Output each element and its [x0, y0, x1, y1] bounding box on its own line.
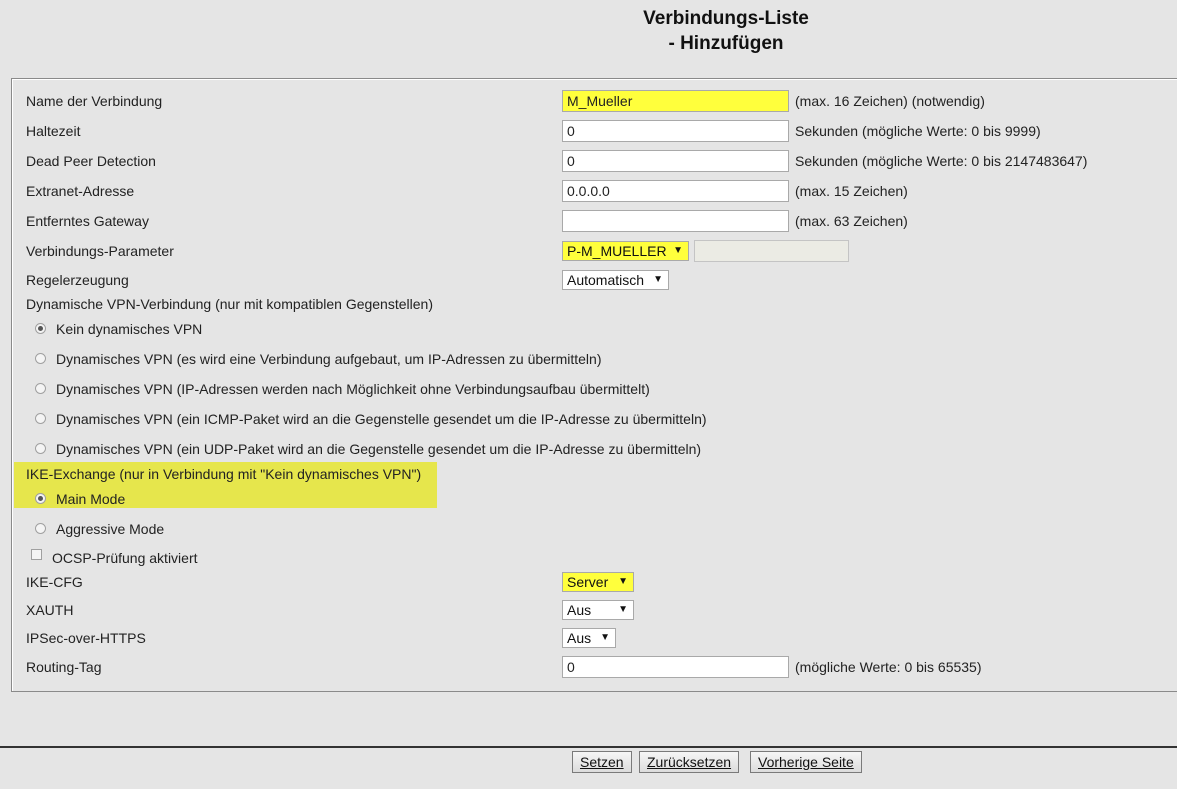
regel-select[interactable]: [562, 270, 669, 290]
back-button[interactable]: Vorherige Seite: [750, 751, 862, 773]
regel-label: Regelerzeugung: [26, 272, 129, 288]
parameter-extra-input: [694, 240, 849, 262]
dynvpn-radio-2[interactable]: [35, 383, 46, 394]
parameter-select-value: P-M_MUELLER: [567, 243, 667, 259]
ipsec-select-value: Aus: [567, 630, 592, 646]
parameter-select[interactable]: [562, 241, 689, 261]
ipsec-label: IPSec-over-HTTPS: [26, 630, 146, 646]
chevron-down-icon: ▼: [653, 274, 663, 285]
dynvpn-option-4: Dynamisches VPN (ein UDP-Paket wird an die Gegenstelle gesendet um die IP-Adresse zu übermitteln): [56, 441, 702, 457]
xauth-select[interactable]: [562, 600, 634, 620]
xauth-label: XAUTH: [26, 602, 74, 618]
gateway-label: Entferntes Gateway: [26, 213, 149, 229]
ike-option-main: Main Mode: [56, 491, 126, 507]
chevron-down-icon: ▼: [600, 632, 610, 643]
gateway-input[interactable]: [562, 210, 789, 232]
ike-option-aggressive: Aggressive Mode: [56, 521, 165, 537]
extranet-input[interactable]: [562, 180, 789, 202]
haltezeit-label: Haltezeit: [26, 123, 81, 139]
ikecfg-label: IKE-CFG: [26, 574, 83, 590]
chevron-down-icon: ▼: [618, 576, 628, 587]
footer-divider: [0, 746, 1177, 748]
dynvpn-radio-1[interactable]: [35, 353, 46, 364]
chevron-down-icon: ▼: [618, 604, 628, 615]
page-title-line2: - Hinzufügen: [668, 33, 784, 54]
routing-label: Routing-Tag: [26, 659, 102, 675]
extranet-label: Extranet-Adresse: [26, 183, 135, 199]
setzen-button[interactable]: Setzen: [572, 751, 632, 773]
ike-radio-main[interactable]: [35, 493, 46, 504]
ocsp-checkbox[interactable]: [31, 549, 42, 560]
dynvpn-option-1: Dynamisches VPN (es wird eine Verbindung aufgebaut, um IP-Adressen zu übermitteln): [56, 351, 602, 367]
name-label: Name der Verbindung: [26, 93, 163, 109]
dynvpn-option-0: Kein dynamisches VPN: [56, 321, 203, 337]
ikecfg-select-value: Server: [567, 574, 609, 590]
name-hint: (max. 16 Zeichen) (notwendig): [795, 93, 985, 109]
ipsec-select[interactable]: [562, 628, 616, 648]
regel-select-value: Automatisch: [567, 272, 645, 288]
haltezeit-hint: Sekunden (mögliche Werte: 0 bis 9999): [795, 123, 1041, 139]
chevron-down-icon: ▼: [673, 245, 683, 256]
routing-hint: (mögliche Werte: 0 bis 65535): [795, 659, 982, 675]
parameter-label: Verbindungs-Parameter: [26, 243, 174, 259]
reset-button[interactable]: Zurücksetzen: [639, 751, 739, 773]
ocsp-label: OCSP-Prüfung aktiviert: [52, 550, 198, 566]
dynvpn-radio-4[interactable]: [35, 443, 46, 454]
page-title-line1: Verbindungs-Liste: [643, 8, 809, 29]
dynvpn-option-3: Dynamisches VPN (ein ICMP-Paket wird an die Gegenstelle gesendet um die IP-Adresse zu übermitteln): [56, 411, 707, 427]
page-title: [0, 6, 1177, 56]
dpd-label: Dead Peer Detection: [26, 153, 156, 169]
ikecfg-select[interactable]: [562, 572, 634, 592]
dpd-hint: Sekunden (mögliche Werte: 0 bis 2147483647): [795, 153, 1088, 169]
ike-radio-aggressive[interactable]: [35, 523, 46, 534]
ike-heading: IKE-Exchange (nur in Verbindung mit "Kein dynamisches VPN"): [26, 466, 422, 482]
dynvpn-radio-3[interactable]: [35, 413, 46, 424]
extranet-hint: (max. 15 Zeichen): [795, 183, 908, 199]
haltezeit-input[interactable]: [562, 120, 789, 142]
name-input[interactable]: [562, 90, 789, 112]
gateway-hint: (max. 63 Zeichen): [795, 213, 908, 229]
dynvpn-radio-0[interactable]: [35, 323, 46, 334]
xauth-select-value: Aus: [567, 602, 592, 618]
routing-input[interactable]: [562, 656, 789, 678]
dpd-input[interactable]: [562, 150, 789, 172]
dynvpn-option-2: Dynamisches VPN (IP-Adressen werden nach Möglichkeit ohne Verbindungsaufbau übermittelt): [56, 381, 650, 397]
dynvpn-heading: Dynamische VPN-Verbindung (nur mit kompatiblen Gegenstellen): [26, 296, 433, 312]
